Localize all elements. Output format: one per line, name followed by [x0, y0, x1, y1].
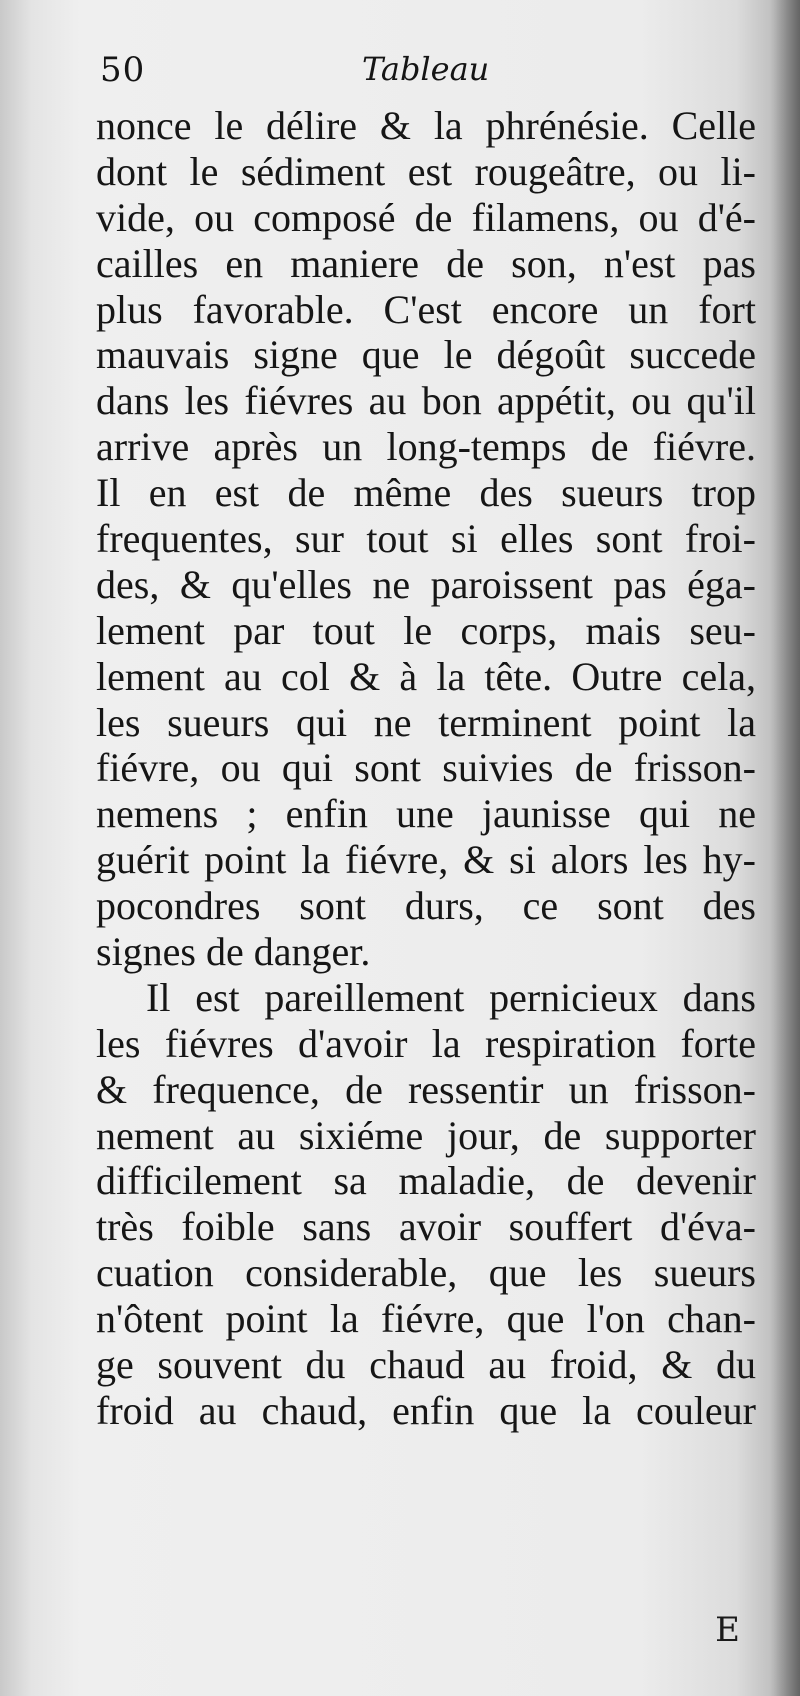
- text-line: nemens ; enfin une jaunisse qui ne: [96, 791, 756, 837]
- running-head: Tableau: [362, 50, 490, 88]
- text-line: ge souvent du chaud au froid, & du: [96, 1342, 756, 1388]
- signature-mark: E: [715, 1610, 740, 1650]
- page-header: [100, 50, 760, 108]
- text-line: n'ôtent point la fiévre, que l'on chan-: [96, 1296, 756, 1342]
- text-line: guérit point la fiévre, & si alors les hy-: [96, 837, 756, 883]
- text-line: cuation considerable, que les sueurs: [96, 1250, 756, 1296]
- text-line: arrive après un long-temps de fiévre.: [96, 424, 756, 470]
- text-line: mauvais signe que le dégoût succede: [96, 332, 756, 378]
- text-line: cailles en maniere de son, n'est pas: [96, 240, 756, 286]
- text-line: difficilement sa maladie, de devenir: [96, 1158, 756, 1204]
- text-line: Il en est de même des sueurs trop: [96, 470, 756, 516]
- text-line: frequentes, sur tout si elles sont froi-: [96, 516, 756, 562]
- page-number: 50: [100, 50, 146, 90]
- text-line: dans les fiévres au bon appétit, ou qu'il: [96, 378, 756, 424]
- text-line: nement au sixiéme jour, de supporter: [96, 1112, 756, 1158]
- text-line: plus favorable. C'est encore un fort: [96, 286, 756, 332]
- text-line: des, & qu'elles ne paroissent pas éga-: [96, 561, 756, 607]
- paragraph-first-line: Il est pareillement pernicieux dans: [146, 974, 756, 1020]
- text-line: nonce le délire & la phrénésie. Celle: [96, 103, 756, 148]
- text-line: signes de danger.: [96, 929, 371, 975]
- text-line: & frequence, de ressentir un frisson-: [96, 1066, 756, 1112]
- text-line: très foible sans avoir souffert d'éva-: [96, 1204, 756, 1250]
- text-line: lement au col & à la tête. Outre cela,: [96, 653, 756, 699]
- text-line: vide, ou composé de filamens, ou d'é-: [96, 194, 756, 240]
- text-line: fiévre, ou qui sont suivies de frisson-: [96, 745, 756, 791]
- text-line: les sueurs qui ne terminent point la: [96, 699, 756, 745]
- body-text: [96, 103, 756, 1434]
- text-line: lement par tout le corps, mais seu-: [96, 607, 756, 653]
- text-line: pocondres sont durs, ce sont des: [96, 883, 756, 929]
- text-line: les fiévres d'avoir la respiration forte: [96, 1020, 756, 1066]
- text-line: dont le sédiment est rougeâtre, ou li-: [96, 148, 756, 194]
- text-line: froid au chaud, enfin que la couleur: [96, 1387, 756, 1433]
